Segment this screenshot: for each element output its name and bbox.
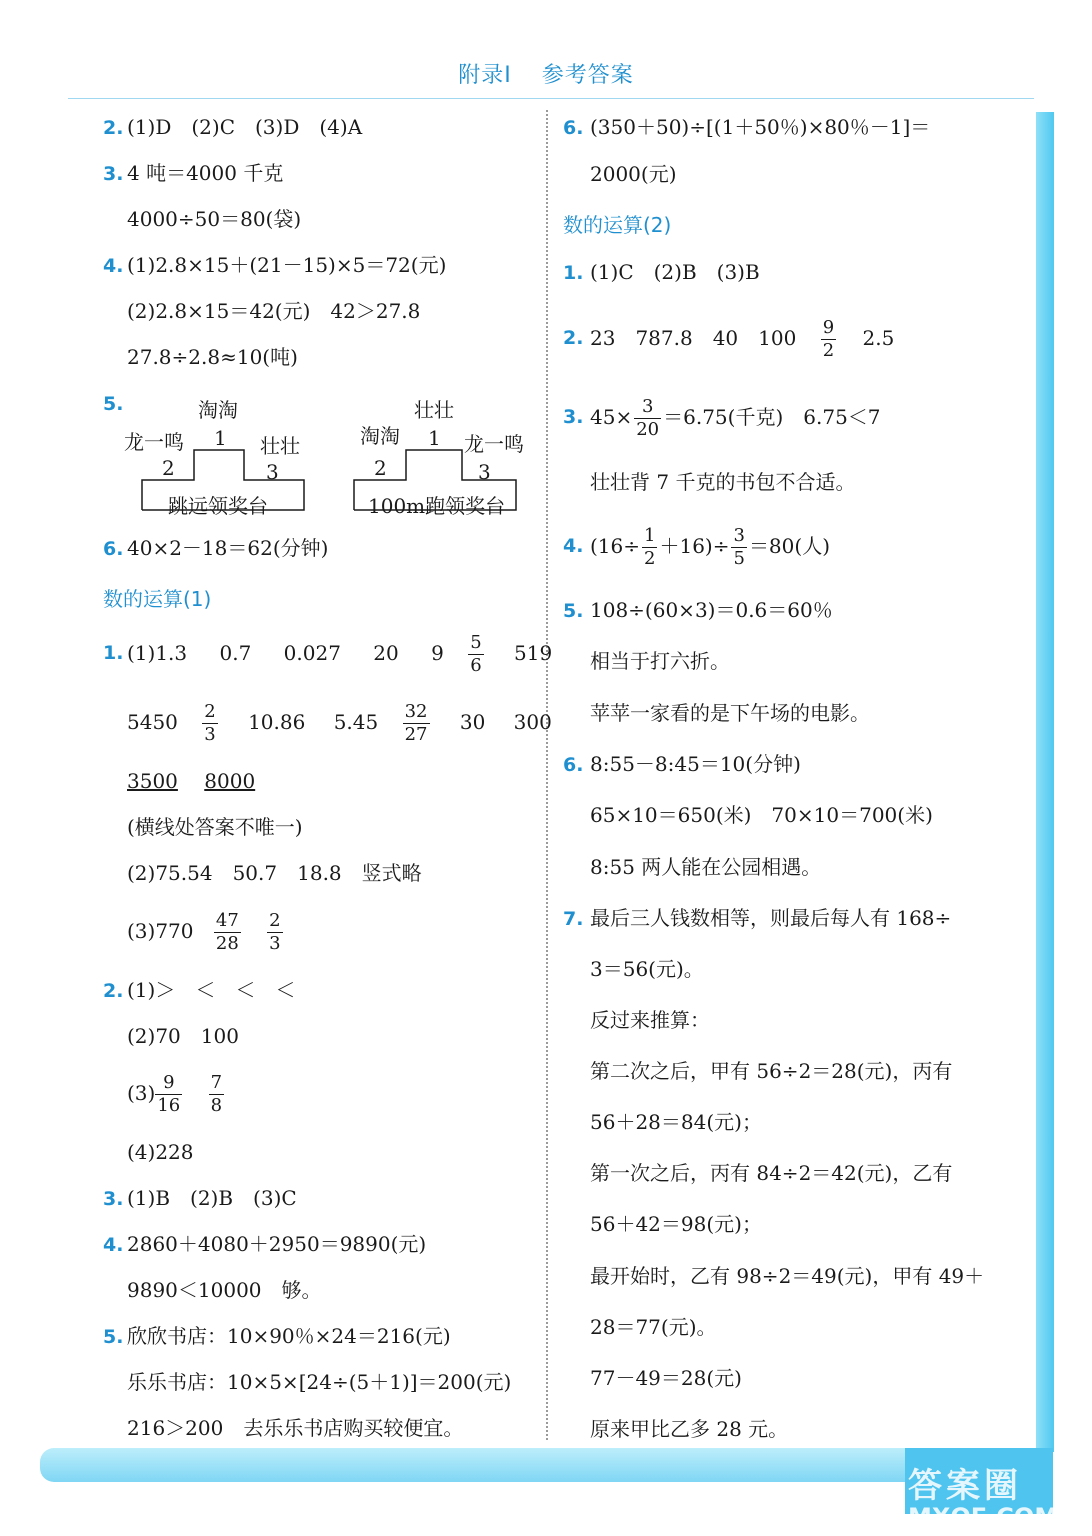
podium2-place-1: 1	[428, 426, 441, 450]
watermark-title: 答案圈	[908, 1466, 1022, 1506]
podium1-second-name: 龙一鸣	[124, 430, 184, 454]
podium2-place-3: 3	[478, 460, 491, 484]
podium2-place-2: 2	[374, 456, 387, 480]
s2q7-line11: 原来甲比乙多 28 元。	[590, 1417, 789, 1441]
s1q4-number: 4.	[103, 1234, 124, 1256]
s1q1-row2	[127, 697, 552, 747]
fraction-numerator: 9	[155, 1072, 182, 1095]
s1q2-part3	[127, 1068, 230, 1118]
q3-number: 3.	[103, 163, 124, 185]
s1q1-r1-v2: 0.027	[283, 641, 341, 665]
fraction-denominator: 6	[470, 655, 482, 676]
watermark-url: MXQE.COM	[908, 1503, 1059, 1531]
fraction-numerator: 7	[210, 1072, 223, 1093]
s2q1-number: 1.	[563, 262, 584, 284]
s1q3-number: 3.	[103, 1188, 124, 1210]
podium1-third-name: 壮壮	[260, 434, 300, 458]
s1q2-p3-fraction1	[155, 1072, 182, 1117]
s1q1-r2-a: 5450	[127, 710, 178, 734]
fraction-numerator: 3	[634, 396, 661, 419]
fraction-denominator: 3	[204, 724, 216, 745]
fraction-denominator: 16	[157, 1095, 181, 1116]
s1q1-r1-v0: (1)1.3	[127, 641, 188, 665]
column-divider	[546, 110, 548, 1440]
s1q2-part4: (4)228	[127, 1140, 194, 1164]
fraction-numerator: 1	[644, 525, 656, 546]
podium1-place-1: 1	[214, 426, 227, 450]
q4-number: 4.	[103, 255, 124, 277]
q5-number: 5.	[103, 393, 124, 415]
s1q2-p3-fraction2	[209, 1072, 224, 1117]
q6-number: 6.	[103, 538, 124, 560]
s1q1-r1-end: 519	[514, 641, 553, 665]
fraction-numerator: 47	[215, 910, 239, 931]
s1q1-p3-fraction1	[214, 910, 241, 955]
s2q6-line2: 65×10＝650(米) 70×10＝700(米)	[590, 803, 933, 827]
s2q7-number: 7.	[563, 908, 584, 930]
s2q5-line1: 108÷(60×3)＝0.6＝60％	[590, 598, 833, 622]
fraction-numerator: 9	[822, 317, 835, 338]
s2q5-number: 5.	[563, 600, 584, 622]
s2q3-b: ＝6.75(千克) 6.75＜7	[663, 405, 881, 429]
fraction-numerator: 2	[269, 910, 281, 931]
s2q5-line3: 苹苹一家看的是下午场的电影。	[590, 701, 870, 725]
s2q3-number: 3.	[563, 406, 584, 428]
s2q6-line1: 8:55－8:45＝10(分钟)	[590, 752, 801, 776]
q2-answer: (1)D (2)C (3)D (4)A	[127, 115, 363, 139]
section-title-1: 数的运算(1)	[103, 587, 212, 611]
s1q2-part1: (1)＞ ＜ ＜ ＜	[127, 978, 296, 1002]
s2q7-line8: 最开始时，乙有 98÷2＝49(元)，甲有 49＋	[590, 1264, 985, 1288]
s1q5-line1: 欣欣书店：10×90％×24＝216(元)	[127, 1324, 451, 1348]
header-title: 参考答案	[541, 63, 634, 88]
s2q6-number: 6.	[563, 754, 584, 776]
s2q7-line1: 最后三人钱数相等，则最后每人有 168÷	[590, 906, 952, 930]
s2q4-a: (16÷	[590, 534, 641, 558]
s2q1-answer: (1)C (2)B (3)B	[590, 260, 760, 284]
podium2-third-name: 龙一鸣	[464, 432, 524, 456]
s1q5-line3: 216＞200 去乐乐书店购买较便宜。	[127, 1416, 464, 1440]
q4-line2: (2)2.8×15＝42(元) 42＞27.8	[127, 299, 421, 323]
s1q2-part2: (2)70 100	[127, 1024, 239, 1048]
fraction-denominator: 8	[210, 1095, 223, 1116]
podium1-place-3: 3	[266, 460, 279, 484]
s2q2-row	[590, 313, 894, 363]
s2q5-line2: 相当于打六折。	[590, 649, 730, 673]
fraction-denominator: 3	[269, 933, 281, 954]
s1q5-line2: 乐乐书店：10×5×[24÷(5＋1)]＝200(元)	[127, 1370, 512, 1394]
podium1-caption: 跳远领奖台	[168, 494, 268, 518]
s1q3-answer: (1)B (2)B (3)C	[127, 1186, 297, 1210]
s1q4-line2: 9890＜10000 够。	[127, 1278, 322, 1302]
s2q3-a: 45×	[590, 405, 633, 429]
right-decor-band	[1036, 112, 1054, 1452]
q3-line1: 4 吨＝4000 千克	[127, 161, 284, 185]
s2q2-last: 2.5	[862, 326, 895, 350]
bottom-decor-band	[40, 1448, 1040, 1482]
q2-number: 2.	[103, 117, 124, 139]
appendix-label: 附录Ⅰ	[458, 63, 512, 88]
s1q1-r2-c1: 300	[513, 710, 552, 734]
s1q1-part2: (2)75.54 50.7 18.8 竖式略	[127, 861, 422, 885]
s2q7-line9: 28＝77(元)。	[590, 1315, 717, 1339]
q3-line2: 4000÷50＝80(袋)	[127, 207, 302, 231]
s1q4-line1: 2860＋4080＋2950＝9890(元)	[127, 1232, 427, 1256]
s2q6-line3: 8:55 两人能在公园相遇。	[590, 855, 822, 879]
s1q1-r2-b1: 5.45	[333, 710, 379, 734]
podium1-place-2: 2	[162, 456, 175, 480]
q4-line3: 27.8÷2.8≈10(吨)	[127, 345, 298, 369]
r-q6-number: 6.	[563, 117, 584, 139]
podium-long-jump	[124, 390, 324, 520]
fraction-denominator: 2	[822, 340, 835, 361]
podium1-first-name: 淘淘	[198, 398, 238, 422]
s1q1-r1-v3: 20	[373, 641, 399, 665]
s2q2-values: 23 787.8 40 100	[590, 326, 797, 350]
s1q1-r3-v1: 8000	[204, 769, 256, 793]
s2q7-line4: 第二次之后，甲有 56÷2＝28(元)，丙有	[590, 1059, 953, 1083]
header-rule	[68, 98, 1034, 99]
podium2-first-name: 壮壮	[414, 398, 454, 422]
fraction-denominator: 28	[215, 933, 239, 954]
s2q7-line5: 56＋28＝84(元)；	[590, 1110, 762, 1134]
section-title-2: 数的运算(2)	[563, 213, 672, 237]
s2q7-line3: 反过来推算：	[590, 1008, 710, 1032]
s2q4-number: 4.	[563, 535, 584, 557]
s1q2-p3-label: (3)	[127, 1081, 156, 1105]
s2q3-row	[590, 392, 881, 442]
fraction-denominator: 2	[644, 548, 656, 569]
s2q2-number: 2.	[563, 327, 584, 349]
s1q1-r1-v1: 0.7	[219, 641, 252, 665]
watermark	[908, 1458, 1088, 1532]
s2q7-line6: 第一次之后，丙有 84÷2＝42(元)，乙有	[590, 1161, 953, 1185]
s2q7-line7: 56＋42＝98(元)；	[590, 1212, 762, 1236]
s1q1-r2-b0: 10.86	[248, 710, 306, 734]
podium2-caption: 100m跑领奖台	[368, 494, 506, 518]
s1q1-r2-fraction1	[202, 701, 217, 746]
s2q4-c: ＝80(人)	[748, 534, 830, 558]
s1q1-r2-c0: 30	[459, 710, 486, 734]
s2q3-fraction	[634, 396, 661, 441]
s1q1-r1-fraction	[468, 632, 483, 677]
q6-answer: 40×2－18＝62(分钟)	[127, 536, 329, 560]
s2q3-line2: 壮壮背 7 千克的书包不合适。	[590, 470, 856, 494]
page-header	[0, 58, 1092, 89]
s1q2-number: 2.	[103, 980, 124, 1002]
fraction-numerator: 3	[733, 525, 745, 546]
fraction-denominator: 5	[733, 548, 745, 569]
s1q1-number: 1.	[103, 642, 124, 664]
s1q1-row3	[127, 769, 255, 793]
s1q1-row1	[127, 628, 552, 678]
fraction-numerator: 5	[470, 632, 482, 653]
s1q1-part3	[127, 906, 289, 956]
s2q4-row	[590, 521, 830, 571]
fraction-denominator: 20	[636, 419, 660, 440]
s2q7-line2: 3＝56(元)。	[590, 957, 704, 981]
fraction-denominator: 27	[404, 724, 428, 745]
s2q4-fraction1	[642, 525, 657, 570]
q4-line1: (1)2.8×15＋(21－15)×5＝72(元)	[127, 253, 447, 277]
podium-100m	[352, 390, 552, 520]
s1q1-note: (横线处答案不唯一)	[127, 815, 303, 839]
s1q1-r1-v4: 9	[431, 641, 444, 665]
s1q1-p3-label: (3)770	[127, 919, 194, 943]
s1q1-r2-fraction2	[403, 701, 430, 746]
s2q7-line10: 77－49＝28(元)	[590, 1366, 742, 1390]
s1q1-r3-v0: 3500	[127, 769, 178, 793]
r-q6-line2: 2000(元)	[590, 162, 677, 186]
fraction-numerator: 32	[404, 701, 428, 722]
podium2-second-name: 淘淘	[360, 424, 400, 448]
r-q6-line1: (350＋50)÷[(1＋50％)×80％－1]＝	[590, 115, 931, 139]
s2q2-fraction	[821, 317, 836, 362]
s2q4-fraction2	[731, 525, 746, 570]
s1q5-number: 5.	[103, 1326, 124, 1348]
s1q1-p3-fraction2	[267, 910, 282, 955]
s2q4-b: ＋16)÷	[659, 534, 730, 558]
fraction-numerator: 2	[204, 701, 216, 722]
